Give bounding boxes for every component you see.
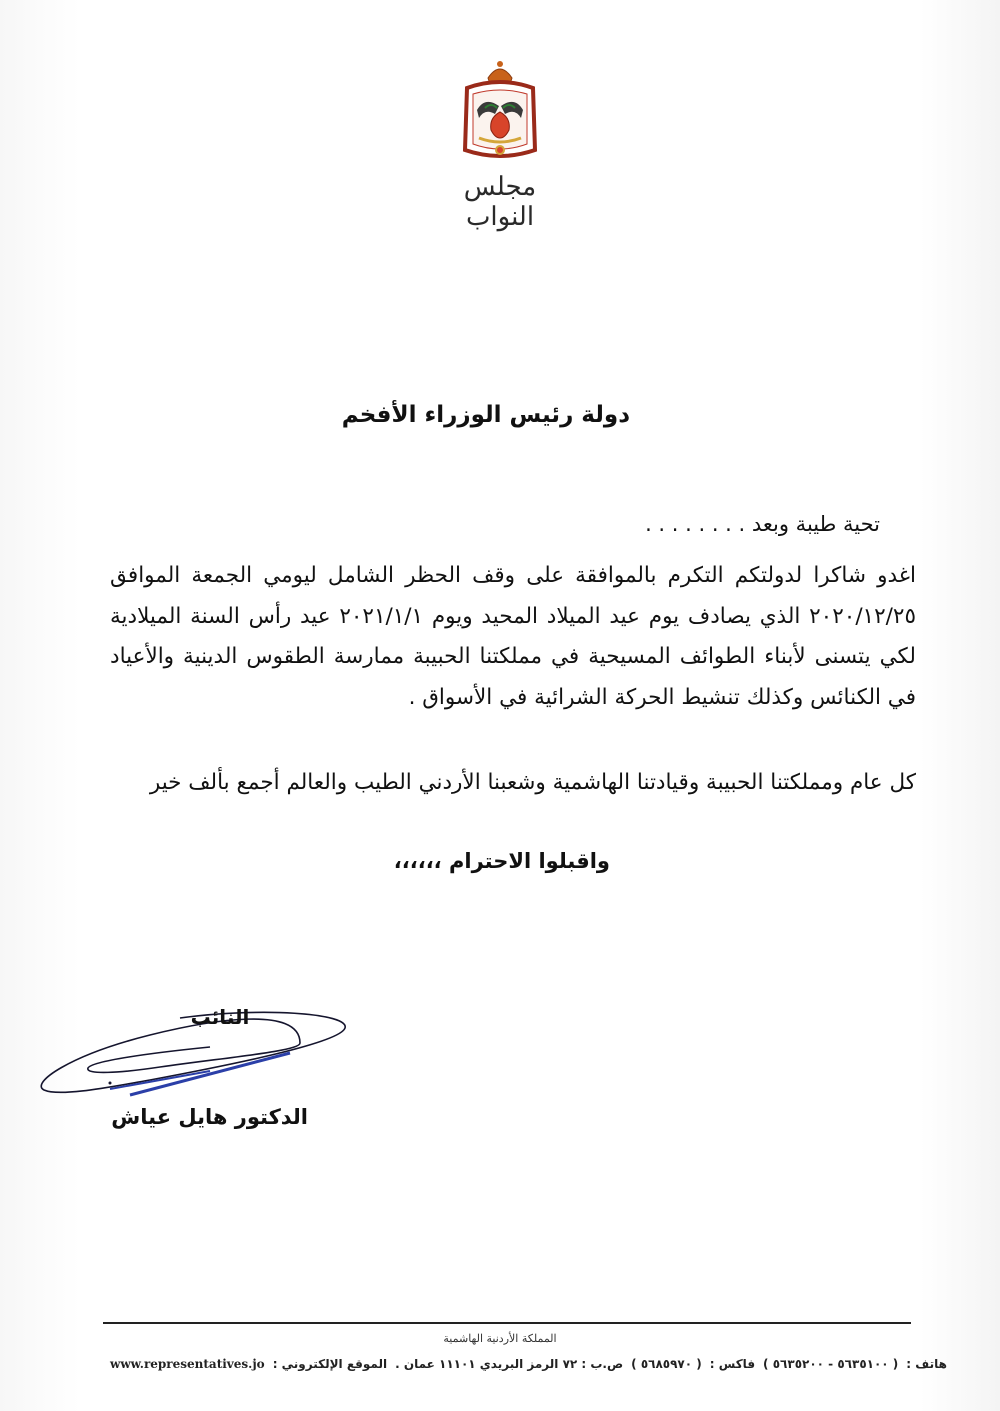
footer-kingdom-name: المملكة الأردنية الهاشمية (443, 1332, 557, 1345)
recipient-heading: دولة رئيس الوزراء الأفخم (341, 402, 630, 428)
signatory-name: الدكتور هايل عياش (111, 1105, 308, 1129)
footer-divider (103, 1322, 911, 1324)
greeting-line: تحية طيبة وبعد . . . . . . . . (645, 512, 880, 536)
jordan-coat-of-arms-icon (455, 58, 545, 168)
body-paragraph-1: اغدو شاكرا لدولتكم التكرم بالموافقة على وقف الحظر الشامل ليومي الجمعة الموافق ٢٠٢٠/١٢/٢٥ الذي يصادف يوم عيد الميلاد المحيد ويوم ٢٠٢١/١/١ عيد رأس السنة الميلادية لكي يتسنى لأبناء الطوائف المسيحية في مملكتنا الحبيبة ممارسة الطقوس الدينية والأعياد في الكنائس وكذلك تنشيط الحركة الشرائية في الأسواق . (110, 563, 916, 710)
signature-title: النائب (190, 1005, 250, 1029)
footer-contact-line (110, 1357, 947, 1371)
website-label: الموقع الإلكتروني : (272, 1357, 388, 1371)
fax-label: فاكس : (709, 1357, 756, 1371)
signature-block (30, 995, 360, 1145)
body-paragraph-2: كل عام ومملكتنا الحبيبة وقيادتنا الهاشمية وشعبنا الأردني الطيب والعالم أجمع بألف خير (149, 770, 916, 795)
institution-name: مجلس النواب (463, 172, 537, 232)
closing-line: واقبلوا الاحترام ،،،،،، (393, 849, 610, 873)
phone-value: ( ٥٦٣٥١٠٠ - ٥٦٣٥٢٠٠ ) (763, 1357, 899, 1371)
website-link[interactable]: www.representatives.jo (110, 1357, 265, 1371)
po-box: ص.ب : ٧٢ الرمز البريدي ١١١٠١ عمان . (395, 1357, 624, 1371)
fax-value: ( ٥٦٨٥٩٧٠ ) (631, 1357, 702, 1371)
phone-label: هاتف : (906, 1357, 947, 1371)
